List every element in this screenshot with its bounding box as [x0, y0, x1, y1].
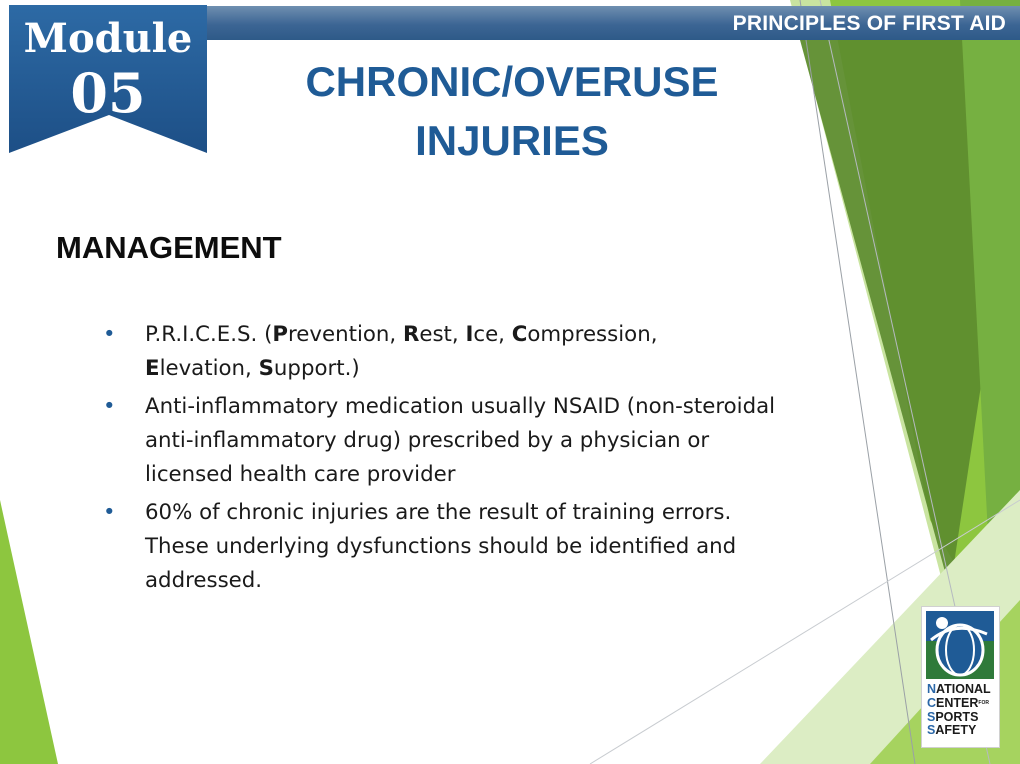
bullet-text-part: est, [419, 322, 466, 347]
ncss-logo [921, 606, 1000, 748]
bullet-item-training-errors [100, 496, 800, 598]
bullet-text-part-bold: C [511, 322, 528, 347]
bullet-text-medication: Anti-inflammatory medication usually NSAID (non-steroidal anti-inflammatory drug) prescribed by a physician or licensed health care provider [145, 394, 776, 487]
bullet-text-part-bold: S [258, 356, 274, 381]
slide-title [262, 52, 762, 170]
logo-line: NATIONAL [927, 682, 991, 696]
ncss-logo-text [927, 683, 991, 738]
bullet-text-training-errors: 60% of chronic injuries are the result of training errors. These underlying dysfunctions should be identified and addressed. [145, 500, 737, 593]
bullet-text-part: P.R.I.C.E.S. ( [145, 322, 273, 347]
slide-title-line-2: INJURIES [415, 117, 609, 164]
logo-line: SAFETY [927, 723, 977, 738]
bullet-text-part-bold: P [272, 322, 288, 347]
bullet-text-part: ompression, [527, 322, 658, 347]
header-bar [150, 6, 1020, 40]
logo-small-text: FOR [978, 699, 989, 706]
ncss-emblem-icon [925, 610, 995, 680]
module-badge [9, 5, 207, 153]
bullet-text-part-bold: E [145, 356, 160, 381]
bullet-text-part-bold: I [465, 322, 474, 347]
bullet-dot-icon: • [103, 500, 116, 525]
logo-line: SPORTS [927, 709, 979, 724]
badge-module-number: 05 [70, 61, 146, 125]
course-title: PRINCIPLES OF FIRST AID [732, 12, 1006, 35]
section-heading: MANAGEMENT [56, 230, 282, 265]
bullet-dot-icon: • [103, 394, 116, 419]
bullet-item-prices [100, 318, 800, 386]
slide-title-line-1: CHRONIC/OVERUSE [305, 58, 719, 105]
logo-line: $CENTER^{FOR}$ [927, 695, 989, 710]
bullet-text-prices [145, 322, 657, 381]
badge-module-label: Module [23, 15, 193, 62]
bullet-text-part: levation, [159, 356, 259, 381]
bullet-dot-icon: • [103, 322, 116, 347]
bullet-text-part: ce, [473, 322, 512, 347]
bullet-text-part: revention, [288, 322, 403, 347]
bullet-list [100, 318, 800, 602]
bullet-text-part: upport.) [273, 356, 360, 381]
green-wedge-bottom-left [0, 500, 58, 764]
bullet-text-part-bold: R [402, 322, 420, 347]
bullet-item-medication [100, 390, 800, 492]
